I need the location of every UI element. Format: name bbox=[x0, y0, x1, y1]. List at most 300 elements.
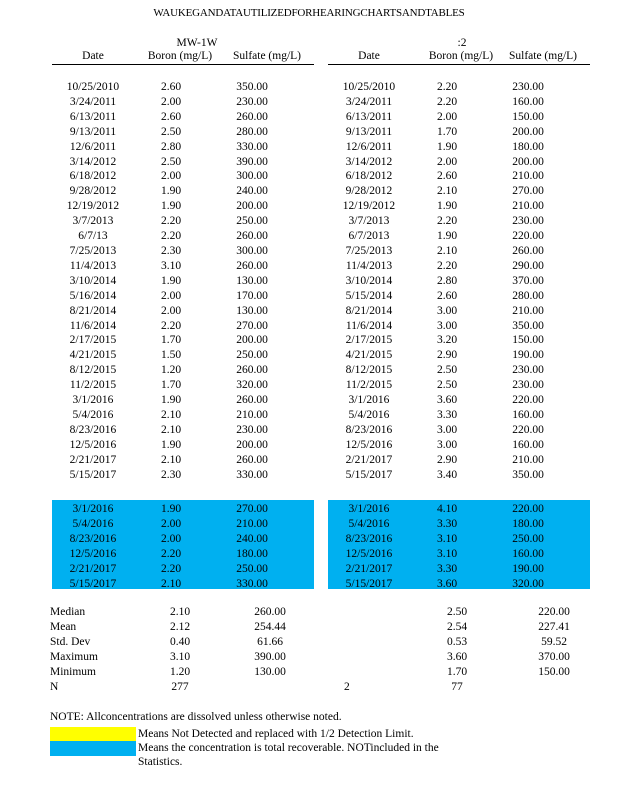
boron-cell: 2.10 bbox=[160, 408, 182, 421]
table-row bbox=[56, 214, 292, 229]
sulfate-cell: 330.00 bbox=[236, 140, 268, 153]
sulfate-cell: 220.00 bbox=[512, 423, 544, 436]
boron-cell: 2.30 bbox=[160, 244, 182, 257]
sulfate-cell: 170.00 bbox=[236, 289, 268, 302]
table-row bbox=[332, 274, 568, 289]
table-row bbox=[332, 547, 568, 562]
sulfate-cell: 220.00 bbox=[512, 394, 544, 407]
boron-cell: 1.90 bbox=[436, 140, 458, 153]
table-row bbox=[56, 244, 292, 259]
date-cell: 9/13/2011 bbox=[69, 125, 117, 138]
table-row bbox=[56, 562, 292, 577]
legend-blue-swatch bbox=[50, 741, 136, 756]
stat-value: 277 bbox=[171, 681, 189, 693]
table-row bbox=[56, 155, 292, 170]
stat-value: 1.70 bbox=[446, 666, 468, 678]
date-cell: 11/4/2013 bbox=[69, 259, 117, 272]
table-row bbox=[56, 453, 292, 468]
boron-cell: 2.10 bbox=[160, 577, 182, 590]
date-cell: 11/6/2014 bbox=[69, 319, 117, 332]
sulfate-cell: 390.00 bbox=[236, 155, 268, 168]
well2-header-rule bbox=[328, 64, 590, 65]
date-cell: 12/19/2012 bbox=[342, 200, 396, 213]
sulfate-cell: 180.00 bbox=[236, 547, 268, 560]
boron-cell: 1.90 bbox=[160, 185, 182, 198]
table-row bbox=[56, 184, 292, 199]
well2-name: :2 bbox=[457, 37, 467, 49]
date-cell: 4/21/2015 bbox=[69, 349, 117, 362]
date-cell: 12/5/2016 bbox=[69, 438, 117, 451]
stat-value: 130.00 bbox=[254, 666, 286, 678]
well2-date-header: Date bbox=[358, 50, 380, 62]
boron-cell: 3.30 bbox=[436, 517, 458, 530]
table-row bbox=[56, 423, 292, 438]
well1-highlight-table bbox=[56, 502, 292, 591]
date-cell: 12/5/2016 bbox=[345, 547, 393, 560]
date-cell: 5/15/2014 bbox=[345, 289, 393, 302]
well1-name: MW-1W bbox=[176, 37, 218, 49]
table-row bbox=[332, 259, 568, 274]
sulfate-cell: 210.00 bbox=[512, 170, 544, 183]
stat-value: 59.52 bbox=[541, 636, 567, 648]
boron-cell: 2.00 bbox=[160, 289, 182, 302]
table-row bbox=[332, 244, 568, 259]
date-cell: 3/10/2014 bbox=[345, 274, 393, 287]
sulfate-cell: 260.00 bbox=[512, 244, 544, 257]
stat-row-n bbox=[50, 680, 310, 695]
boron-cell: 2.50 bbox=[436, 364, 458, 377]
table-row bbox=[332, 333, 568, 348]
boron-cell: 3.30 bbox=[436, 562, 458, 575]
stat-label: Minimum bbox=[50, 666, 97, 678]
stat-value: 254.44 bbox=[254, 621, 286, 633]
boron-cell: 2.00 bbox=[160, 304, 182, 317]
date-cell: 3/14/2012 bbox=[69, 155, 117, 168]
boron-cell: 1.90 bbox=[160, 438, 182, 451]
sulfate-cell: 190.00 bbox=[512, 349, 544, 362]
table-row bbox=[56, 289, 292, 304]
sulfate-cell: 350.00 bbox=[512, 319, 544, 332]
table-row bbox=[332, 95, 568, 110]
date-cell: 8/12/2015 bbox=[345, 364, 393, 377]
table-row bbox=[332, 199, 568, 214]
boron-cell: 1.20 bbox=[160, 364, 182, 377]
sulfate-cell: 250.00 bbox=[236, 562, 268, 575]
boron-cell: 1.90 bbox=[160, 200, 182, 213]
table-row bbox=[332, 110, 568, 125]
table-row bbox=[56, 517, 292, 532]
stat-value: 227.41 bbox=[538, 621, 570, 633]
date-cell: 3/1/2016 bbox=[348, 394, 390, 407]
date-cell: 5/4/2016 bbox=[348, 408, 390, 421]
boron-cell: 3.30 bbox=[436, 408, 458, 421]
table-row bbox=[332, 140, 568, 155]
table-row bbox=[56, 333, 292, 348]
boron-cell: 1.90 bbox=[436, 230, 458, 243]
table-row bbox=[56, 80, 292, 95]
stat-row-mean bbox=[50, 620, 310, 635]
sulfate-cell: 130.00 bbox=[236, 304, 268, 317]
boron-cell: 3.00 bbox=[436, 304, 458, 317]
stat-row-min bbox=[50, 665, 310, 680]
sulfate-cell: 220.00 bbox=[512, 230, 544, 243]
table-row bbox=[332, 80, 568, 95]
sulfate-cell: 350.00 bbox=[512, 468, 544, 481]
stat-value: 390.00 bbox=[254, 651, 286, 663]
date-cell: 8/23/2016 bbox=[345, 423, 393, 436]
sulfate-cell: 280.00 bbox=[512, 289, 544, 302]
sulfate-cell: 270.00 bbox=[236, 503, 268, 515]
table-row bbox=[332, 229, 568, 244]
date-cell: 6/13/2011 bbox=[345, 110, 393, 123]
table-row bbox=[332, 393, 568, 408]
sulfate-cell: 280.00 bbox=[236, 125, 268, 138]
sulfate-cell: 200.00 bbox=[236, 200, 268, 213]
date-cell: 12/5/2016 bbox=[69, 547, 117, 560]
boron-cell: 3.00 bbox=[436, 319, 458, 332]
stat-value: 0.53 bbox=[446, 636, 468, 648]
sulfate-cell: 160.00 bbox=[512, 408, 544, 421]
well2-data-table bbox=[332, 80, 568, 482]
date-cell: 3/1/2016 bbox=[72, 503, 114, 515]
legend-yellow-swatch bbox=[50, 727, 136, 742]
stat-n-prefix: 2 bbox=[344, 681, 350, 693]
boron-cell: 2.90 bbox=[436, 349, 458, 362]
boron-cell: 3.10 bbox=[436, 532, 458, 545]
date-cell: 5/4/2016 bbox=[348, 517, 390, 530]
well2-highlight-table bbox=[332, 502, 568, 591]
well2-boron-header: Boron (mg/L) bbox=[428, 50, 494, 62]
stat-value: 77 bbox=[451, 681, 463, 693]
date-cell: 7/25/2013 bbox=[345, 244, 393, 257]
boron-cell: 2.50 bbox=[160, 125, 182, 138]
date-cell: 6/13/2011 bbox=[69, 110, 117, 123]
date-cell: 11/2/2015 bbox=[69, 379, 117, 392]
boron-cell: 2.20 bbox=[160, 230, 182, 243]
boron-cell: 2.10 bbox=[436, 244, 458, 257]
boron-cell: 2.10 bbox=[160, 453, 182, 466]
date-cell: 4/21/2015 bbox=[345, 349, 393, 362]
date-cell: 5/4/2016 bbox=[72, 408, 114, 421]
table-row bbox=[56, 363, 292, 378]
date-cell: 10/25/2010 bbox=[342, 81, 396, 93]
stat-label: Median bbox=[50, 606, 86, 618]
stat-label: N bbox=[50, 681, 59, 693]
stat-value: 1.20 bbox=[169, 666, 191, 678]
boron-cell: 2.20 bbox=[436, 95, 458, 108]
table-row bbox=[56, 378, 292, 393]
sulfate-cell: 210.00 bbox=[236, 517, 268, 530]
table-row bbox=[332, 125, 568, 140]
sulfate-cell: 330.00 bbox=[236, 577, 268, 590]
table-row bbox=[56, 547, 292, 562]
date-cell: 2/21/2017 bbox=[345, 453, 393, 466]
table-row bbox=[56, 125, 292, 140]
well1-data-table bbox=[56, 80, 292, 482]
date-cell: 6/7/13 bbox=[78, 230, 108, 243]
date-cell: 12/5/2016 bbox=[345, 438, 393, 451]
table-row bbox=[56, 259, 292, 274]
boron-cell: 2.90 bbox=[436, 453, 458, 466]
date-cell: 6/18/2012 bbox=[69, 170, 117, 183]
date-cell: 7/25/2013 bbox=[69, 244, 117, 257]
table-row bbox=[332, 155, 568, 170]
table-row bbox=[56, 348, 292, 363]
boron-cell: 2.20 bbox=[436, 215, 458, 228]
table-row bbox=[56, 110, 292, 125]
sulfate-cell: 260.00 bbox=[236, 453, 268, 466]
sulfate-cell: 230.00 bbox=[512, 364, 544, 377]
date-cell: 3/14/2012 bbox=[345, 155, 393, 168]
sulfate-cell: 180.00 bbox=[512, 517, 544, 530]
boron-cell: 2.30 bbox=[160, 468, 182, 481]
table-row bbox=[56, 408, 292, 423]
table-row bbox=[56, 140, 292, 155]
table-row bbox=[332, 577, 568, 592]
boron-cell: 2.00 bbox=[160, 170, 182, 183]
table-row bbox=[332, 319, 568, 334]
table-row bbox=[332, 438, 568, 453]
stat-label: Mean bbox=[50, 621, 77, 633]
sulfate-cell: 230.00 bbox=[512, 81, 544, 93]
date-cell: 5/15/2017 bbox=[345, 577, 393, 590]
table-row bbox=[56, 199, 292, 214]
boron-cell: 2.10 bbox=[436, 185, 458, 198]
date-cell: 5/15/2017 bbox=[69, 468, 117, 481]
sulfate-cell: 290.00 bbox=[512, 259, 544, 272]
date-cell: 8/23/2016 bbox=[69, 423, 117, 436]
boron-cell: 2.60 bbox=[160, 81, 182, 93]
table-row bbox=[332, 348, 568, 363]
well1-boron-header: Boron (mg/L) bbox=[147, 50, 213, 62]
sulfate-cell: 250.00 bbox=[512, 532, 544, 545]
sulfate-cell: 250.00 bbox=[236, 215, 268, 228]
boron-cell: 3.40 bbox=[436, 468, 458, 481]
sulfate-cell: 210.00 bbox=[512, 304, 544, 317]
table-row bbox=[332, 517, 568, 532]
boron-cell: 3.20 bbox=[436, 334, 458, 347]
well1-sulfate-header: Sulfate (mg/L) bbox=[232, 50, 302, 62]
date-cell: 9/28/2012 bbox=[69, 185, 117, 198]
stat-label: Std. Dev bbox=[50, 636, 91, 648]
boron-cell: 2.80 bbox=[160, 140, 182, 153]
stat-value: 0.40 bbox=[169, 636, 191, 648]
boron-cell: 2.20 bbox=[160, 215, 182, 228]
stat-value: 2.10 bbox=[169, 606, 191, 618]
stat-value: 2.12 bbox=[169, 621, 191, 633]
sulfate-cell: 150.00 bbox=[512, 110, 544, 123]
boron-cell: 3.60 bbox=[436, 394, 458, 407]
date-cell: 3/1/2016 bbox=[348, 503, 390, 515]
boron-cell: 2.60 bbox=[436, 170, 458, 183]
sulfate-cell: 270.00 bbox=[512, 185, 544, 198]
well2-sulfate-header: Sulfate (mg/L) bbox=[508, 50, 578, 62]
date-cell: 8/23/2016 bbox=[69, 532, 117, 545]
sulfate-cell: 180.00 bbox=[512, 140, 544, 153]
stat-value: 2.50 bbox=[446, 606, 468, 618]
page-title: WAUKEGANDATAUTILIZEDFORHEARINGCHARTSANDTABLES bbox=[153, 7, 465, 19]
boron-cell: 3.60 bbox=[436, 577, 458, 590]
date-cell: 3/1/2016 bbox=[72, 394, 114, 407]
table-row bbox=[332, 532, 568, 547]
boron-cell: 2.20 bbox=[436, 81, 458, 93]
note-text: NOTE: Allconcentrations are dissolved unless otherwise noted. bbox=[50, 711, 342, 723]
sulfate-cell: 200.00 bbox=[512, 125, 544, 138]
table-row bbox=[332, 562, 568, 577]
table-row bbox=[332, 502, 568, 517]
sulfate-cell: 300.00 bbox=[236, 244, 268, 257]
boron-cell: 1.90 bbox=[160, 394, 182, 407]
date-cell: 12/6/2011 bbox=[69, 140, 117, 153]
boron-cell: 1.90 bbox=[160, 503, 182, 515]
date-cell: 2/17/2015 bbox=[345, 334, 393, 347]
table-row bbox=[332, 363, 568, 378]
date-cell: 8/21/2014 bbox=[345, 304, 393, 317]
date-cell: 6/18/2012 bbox=[345, 170, 393, 183]
boron-cell: 2.60 bbox=[436, 289, 458, 302]
well2-statistics bbox=[344, 605, 594, 695]
boron-cell: 2.20 bbox=[160, 547, 182, 560]
sulfate-cell: 260.00 bbox=[236, 230, 268, 243]
well1-statistics bbox=[50, 605, 310, 695]
table-row bbox=[56, 95, 292, 110]
boron-cell: 2.00 bbox=[160, 95, 182, 108]
well1-date-header: Date bbox=[82, 50, 104, 62]
date-cell: 2/17/2015 bbox=[69, 334, 117, 347]
sulfate-cell: 200.00 bbox=[512, 155, 544, 168]
sulfate-cell: 210.00 bbox=[236, 408, 268, 421]
sulfate-cell: 230.00 bbox=[512, 379, 544, 392]
sulfate-cell: 220.00 bbox=[512, 503, 544, 515]
table-row bbox=[332, 453, 568, 468]
stat-value: 3.60 bbox=[446, 651, 468, 663]
table-row bbox=[56, 319, 292, 334]
date-cell: 3/10/2014 bbox=[69, 274, 117, 287]
date-cell: 9/28/2012 bbox=[345, 185, 393, 198]
table-row bbox=[332, 214, 568, 229]
date-cell: 8/12/2015 bbox=[69, 364, 117, 377]
boron-cell: 2.20 bbox=[160, 319, 182, 332]
sulfate-cell: 150.00 bbox=[512, 334, 544, 347]
table-row bbox=[56, 304, 292, 319]
sulfate-cell: 210.00 bbox=[512, 200, 544, 213]
date-cell: 5/15/2017 bbox=[69, 577, 117, 590]
sulfate-cell: 330.00 bbox=[236, 468, 268, 481]
date-cell: 8/21/2014 bbox=[69, 304, 117, 317]
boron-cell: 2.10 bbox=[160, 423, 182, 436]
table-row bbox=[332, 423, 568, 438]
sulfate-cell: 160.00 bbox=[512, 95, 544, 108]
sulfate-cell: 260.00 bbox=[236, 110, 268, 123]
sulfate-cell: 240.00 bbox=[236, 532, 268, 545]
boron-cell: 2.00 bbox=[436, 155, 458, 168]
date-cell: 12/6/2011 bbox=[345, 140, 393, 153]
table-row bbox=[56, 502, 292, 517]
boron-cell: 2.20 bbox=[436, 259, 458, 272]
sulfate-cell: 320.00 bbox=[512, 577, 544, 590]
date-cell: 3/7/2013 bbox=[348, 215, 390, 228]
sulfate-cell: 260.00 bbox=[236, 394, 268, 407]
stat-value: 150.00 bbox=[538, 666, 570, 678]
boron-cell: 2.20 bbox=[160, 562, 182, 575]
date-cell: 5/15/2017 bbox=[345, 468, 393, 481]
sulfate-cell: 320.00 bbox=[236, 379, 268, 392]
boron-cell: 2.00 bbox=[436, 110, 458, 123]
table-row bbox=[56, 274, 292, 289]
table-row bbox=[332, 169, 568, 184]
table-row bbox=[332, 468, 568, 483]
date-cell: 3/7/2013 bbox=[72, 215, 114, 228]
boron-cell: 1.70 bbox=[160, 334, 182, 347]
sulfate-cell: 160.00 bbox=[512, 547, 544, 560]
sulfate-cell: 130.00 bbox=[236, 274, 268, 287]
sulfate-cell: 260.00 bbox=[236, 259, 268, 272]
table-row bbox=[332, 304, 568, 319]
table-row bbox=[332, 378, 568, 393]
sulfate-cell: 260.00 bbox=[236, 364, 268, 377]
sulfate-cell: 300.00 bbox=[236, 170, 268, 183]
sulfate-cell: 230.00 bbox=[236, 95, 268, 108]
date-cell: 2/21/2017 bbox=[69, 562, 117, 575]
date-cell: 3/24/2011 bbox=[69, 95, 117, 108]
table-row bbox=[56, 229, 292, 244]
boron-cell: 2.60 bbox=[160, 110, 182, 123]
boron-cell: 2.00 bbox=[160, 532, 182, 545]
stat-row-max bbox=[50, 650, 310, 665]
boron-cell: 1.70 bbox=[160, 379, 182, 392]
sulfate-cell: 250.00 bbox=[236, 349, 268, 362]
sulfate-cell: 190.00 bbox=[512, 562, 544, 575]
table-row bbox=[56, 438, 292, 453]
boron-cell: 2.50 bbox=[160, 155, 182, 168]
boron-cell: 3.10 bbox=[436, 547, 458, 560]
stat-value: 2.54 bbox=[446, 621, 468, 633]
legend-yellow-text: Means Not Detected and replaced with 1/2 Detection Limit. bbox=[138, 728, 414, 740]
stat-value: 260.00 bbox=[254, 606, 286, 618]
table-row bbox=[56, 393, 292, 408]
date-cell: 9/13/2011 bbox=[345, 125, 393, 138]
boron-cell: 1.90 bbox=[160, 274, 182, 287]
date-cell: 8/23/2016 bbox=[345, 532, 393, 545]
sulfate-cell: 230.00 bbox=[512, 215, 544, 228]
boron-cell: 1.90 bbox=[436, 200, 458, 213]
stat-value: 370.00 bbox=[538, 651, 570, 663]
table-row bbox=[56, 532, 292, 547]
stat-row-median bbox=[50, 605, 310, 620]
date-cell: 10/25/2010 bbox=[66, 81, 120, 93]
boron-cell: 3.10 bbox=[160, 259, 182, 272]
date-cell: 11/4/2013 bbox=[345, 259, 393, 272]
well1-header-rule bbox=[52, 64, 314, 65]
date-cell: 11/2/2015 bbox=[345, 379, 393, 392]
table-row bbox=[332, 184, 568, 199]
table-row bbox=[332, 408, 568, 423]
date-cell: 5/16/2014 bbox=[69, 289, 117, 302]
stat-value: 220.00 bbox=[538, 606, 570, 618]
boron-cell: 2.00 bbox=[160, 517, 182, 530]
table-row bbox=[56, 468, 292, 483]
boron-cell: 4.10 bbox=[436, 503, 458, 515]
sulfate-cell: 240.00 bbox=[236, 185, 268, 198]
boron-cell: 1.50 bbox=[160, 349, 182, 362]
stat-label: Maximum bbox=[50, 651, 98, 663]
stat-value: 3.10 bbox=[169, 651, 191, 663]
boron-cell: 1.70 bbox=[436, 125, 458, 138]
sulfate-cell: 160.00 bbox=[512, 438, 544, 451]
table-row bbox=[56, 577, 292, 592]
table-row bbox=[332, 289, 568, 304]
boron-cell: 3.00 bbox=[436, 438, 458, 451]
